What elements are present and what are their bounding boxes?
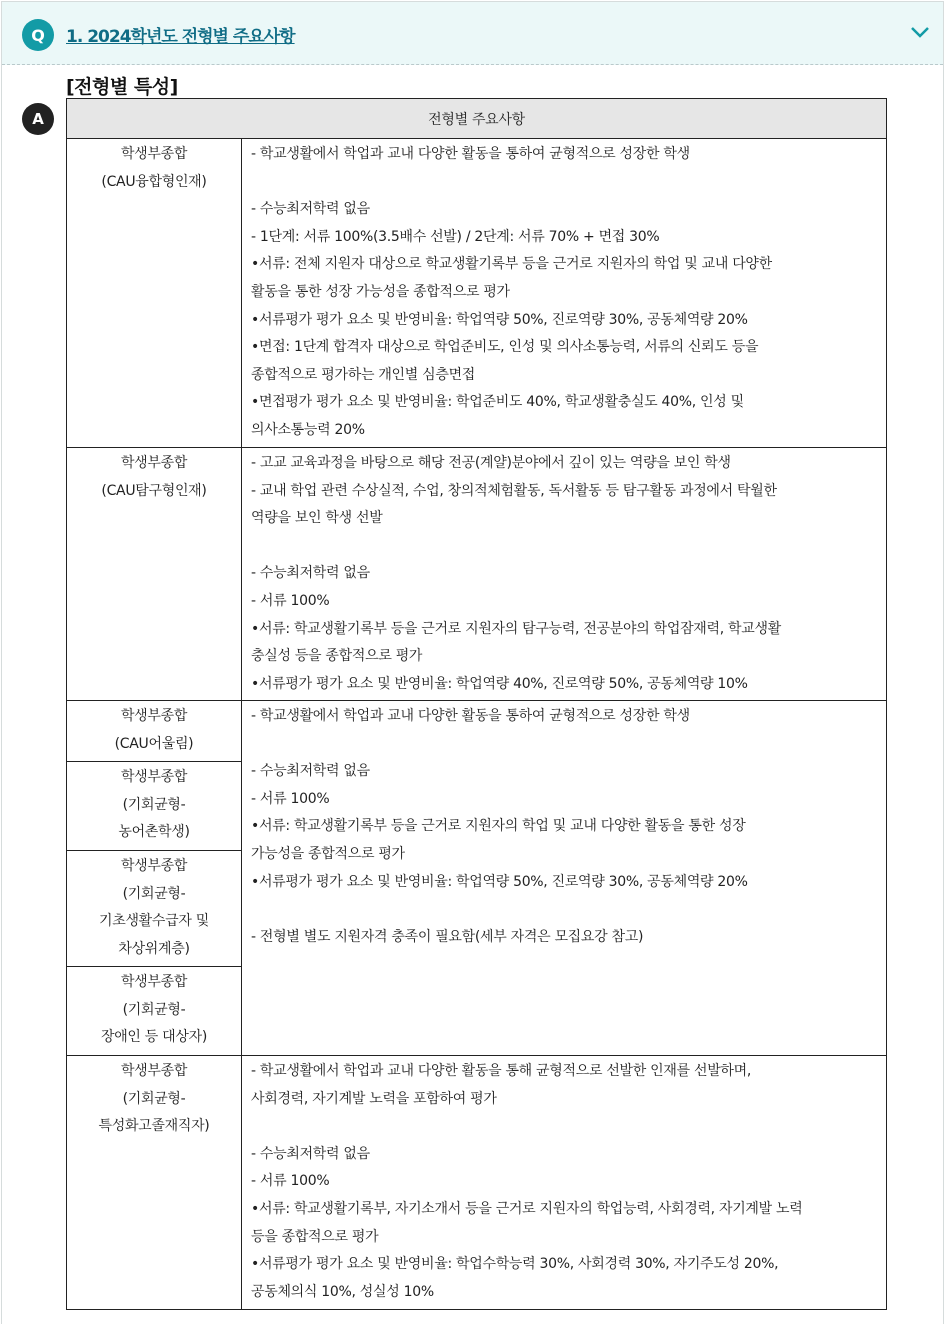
detail-line: - 고교 교육과정을 바탕으로 해당 전공(계얄)분야에서 깊이 있는 역량을 보인 학생 bbox=[251, 455, 731, 471]
detail-line: - 교내 학업 관련 수상실적, 수업, 창의적체험활동, 독서활동 등 탐구활동 과정에서 탁월한 bbox=[251, 482, 777, 499]
detail-line: •서류: 전체 지원자 대상으로 학교생활기록부 등을 근거로 지원자의 학업 및 교내 다양한 bbox=[251, 256, 772, 273]
admission-type-cell bbox=[67, 851, 242, 967]
detail-line: - 학교생활에서 학업과 교내 다양한 활동을 통하여 균형적으로 성장한 학생 bbox=[251, 146, 690, 162]
detail-line: - 수능최저학력 없음 bbox=[251, 1145, 370, 1162]
detail-line: - 1단계: 서류 100%(3.5배수 선발) / 2단계: 서류 70% + 면접 30% bbox=[251, 228, 660, 245]
admission-type-name: (기회균형- bbox=[122, 796, 186, 813]
detail-line: 종합적으로 평가하는 개인별 심층면접 bbox=[251, 366, 476, 383]
table-row bbox=[67, 139, 887, 448]
detail-line: 등을 종합적으로 평가 bbox=[251, 1228, 379, 1245]
detail-line: 의사소통능력 20% bbox=[251, 421, 365, 438]
detail-line bbox=[251, 533, 880, 561]
table-row bbox=[67, 701, 887, 762]
detail-line: - 학교생활에서 학업과 교내 다양한 활동을 통해 균형적으로 선발한 인재를 선발하며, bbox=[251, 1063, 752, 1079]
admission-type-name: 학생부종합 bbox=[120, 858, 188, 874]
detail-line: - 서류 100% bbox=[251, 592, 330, 609]
detail-line: - 서류 100% bbox=[251, 790, 330, 807]
admission-type-name: 학생부종합 bbox=[120, 455, 188, 471]
detail-line: - 수능최저학력 없음 bbox=[251, 201, 370, 218]
detail-line bbox=[251, 731, 880, 759]
admission-type-name: 학생부종합 bbox=[120, 146, 188, 162]
question-badge: Q bbox=[22, 19, 54, 51]
answer-badge: A bbox=[22, 103, 54, 135]
admission-type-name: 장애인 등 대상자) bbox=[100, 1029, 208, 1046]
admission-type-name: 학생부종합 bbox=[120, 708, 188, 724]
admission-details-cell bbox=[242, 139, 887, 448]
detail-line: •서류평가 평가 요소 및 반영비율: 학업역량 40%, 진로역량 50%, 공동체역량 10% bbox=[251, 675, 748, 692]
admission-type-cell bbox=[67, 701, 242, 762]
chevron-down-icon[interactable] bbox=[909, 24, 931, 40]
admission-type-cell bbox=[67, 1056, 242, 1310]
detail-line: •서류평가 평가 요소 및 반영비율: 학업역량 50%, 진로역량 30%, 공동체역량 20% bbox=[251, 873, 748, 890]
admission-type-name: 기초생활수급자 및 bbox=[99, 913, 209, 930]
detail-line: •서류평가 평가 요소 및 반영비율: 학업수학능력 30%, 사회경력 30%, 자기주도성 20%, bbox=[251, 1256, 779, 1273]
admission-type-name: 특성화고졸재직자) bbox=[98, 1118, 210, 1135]
table-row bbox=[67, 448, 887, 701]
detail-line: •서류평가 평가 요소 및 반영비율: 학업역량 50%, 진로역량 30%, 공동체역량 20% bbox=[251, 311, 748, 328]
admission-details-cell bbox=[242, 1056, 887, 1310]
admission-type-name: 학생부종합 bbox=[120, 974, 188, 990]
detail-line: - 전형별 별도 지원자격 충족이 필요함(세부 자격은 모집요강 참고) bbox=[251, 928, 644, 945]
question-title-link[interactable]: 1. 2024학년도 전형별 주요사항 bbox=[66, 27, 295, 47]
admission-details-cell bbox=[242, 448, 887, 701]
question-header[interactable] bbox=[2, 2, 943, 65]
admission-type-name: (CAU탐구형인재) bbox=[101, 482, 207, 499]
admission-type-name: 학생부종합 bbox=[120, 1063, 188, 1079]
detail-line bbox=[251, 1113, 880, 1141]
admission-type-cell bbox=[67, 762, 242, 851]
detail-line bbox=[251, 169, 880, 197]
admission-type-cell bbox=[67, 448, 242, 701]
detail-line: 역량을 보인 학생 선발 bbox=[251, 510, 383, 527]
detail-line: 공동체의식 10%, 성실성 10% bbox=[251, 1283, 434, 1300]
section-subtitle: [전형별 특성] bbox=[66, 76, 178, 98]
admission-type-name: 농어촌학생) bbox=[118, 824, 190, 841]
admission-type-name: (기회균형- bbox=[122, 1001, 186, 1018]
faq-item bbox=[1, 1, 944, 1324]
detail-line: 활동을 통한 성장 가능성을 종합적으로 평가 bbox=[251, 283, 510, 300]
admission-type-name: (CAU융합형인재) bbox=[101, 173, 207, 190]
detail-line: •면접평가 평가 요소 및 반영비율: 학업준비도 40%, 학교생활충실도 40%, 인성 및 bbox=[251, 394, 744, 411]
detail-line: - 서류 100% bbox=[251, 1173, 330, 1190]
admission-table bbox=[66, 98, 887, 1310]
admission-type-cell bbox=[67, 139, 242, 448]
admission-type-name: (기회균형- bbox=[122, 1090, 186, 1107]
admission-details-cell bbox=[242, 701, 887, 1056]
detail-line: 사회경력, 자기계발 노력을 포함하여 평가 bbox=[251, 1090, 497, 1107]
admission-type-name: 학생부종합 bbox=[120, 769, 188, 785]
detail-line: - 수능최저학력 없음 bbox=[251, 763, 370, 780]
table-header: 전형별 주요사항 bbox=[67, 99, 887, 139]
table-row bbox=[67, 1056, 887, 1310]
admission-type-cell bbox=[67, 967, 242, 1056]
admission-type-name: (기회균형- bbox=[122, 885, 186, 902]
detail-line: 충실성 등을 종합적으로 평가 bbox=[251, 648, 423, 665]
detail-line: •서류: 학교생활기록부 등을 근거로 지원자의 학업 및 교내 다양한 활동을 통한 성장 bbox=[251, 818, 746, 835]
detail-line: •서류: 학교생활기록부, 자기소개서 등을 근거로 지원자의 학업능력, 사회경력, 자기계발 노력 bbox=[251, 1200, 803, 1217]
admission-type-name: (CAU어울림) bbox=[114, 735, 194, 752]
detail-line: - 학교생활에서 학업과 교내 다양한 활동을 통하여 균형적으로 성장한 학생 bbox=[251, 708, 690, 724]
detail-line: 가능성을 종합적으로 평가 bbox=[251, 845, 405, 862]
detail-line: •서류: 학교생활기록부 등을 근거로 지원자의 탐구능력, 전공분야의 학업잠재력, 학교생활 bbox=[251, 620, 781, 637]
detail-line bbox=[251, 896, 880, 924]
detail-line: •면접: 1단계 합격자 대상으로 학업준비도, 인성 및 의사소통능력, 서류의 신뢰도 등을 bbox=[251, 339, 759, 356]
admission-type-name: 차상위계층) bbox=[118, 940, 190, 957]
detail-line: - 수능최저학력 없음 bbox=[251, 565, 370, 582]
